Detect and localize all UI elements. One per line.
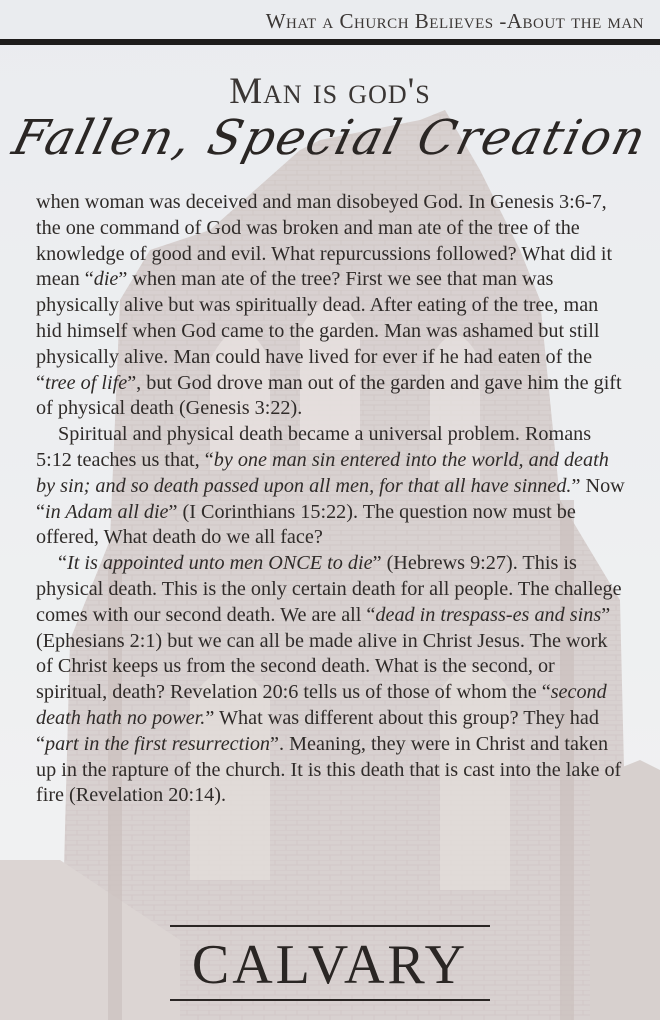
article-paragraph: Spiritual and physical death became a universal problem. Romans 5:12 teaches us that, “by one man sin entered into the world, and death by sin; and so death passed upon all men, for that all have sinned.” Now “in Adam all die” (I Corinthians 15:22). The question now must be offered, What death do we all face? [36,423,625,549]
page-title: Man is god's [229,71,431,112]
calvary-logo [170,925,490,1003]
logo-bottom-rule [170,999,490,1001]
article-paragraph: when woman was deceived and man disobeyed God. In Genesis 3:6-7, the one command of God was broken and man ate of the tree of the knowledge of good and evil. What repurcussions followed? What did it mean “die” when man ate of the tree? First we see that man was physically alive but was spiritually dead. After eating of the tree, man hid himself when God came to the garden. Man was ashamed but still physically alive. Man could have lived for ever if he had eaten of the “tree of life”, but God drove man out of the garden and gave him the gift of physical death (Genesis 3:22). [36,191,622,420]
header-rule [0,39,660,45]
logo-text: CALVARY [191,934,469,996]
logo-top-rule [170,925,490,927]
header-text: What a Church Believes -About the man [265,9,644,33]
article-body [36,190,626,809]
article-paragraph: “It is appointed unto men ONCE to die” (Hebrews 9:27). This is physical death. This is the only certain death for all people. The challege comes with our second death. We are all “dead in trespass-es and sins” (Ephesians 2:1) but we can all be made alive in Christ Jesus. The work of Christ keeps us from the second death. What is the second, or spiritual, death? Revelation 20:6 tells us of those of whom the “second death hath no power.” What was different about this group? They had “part in the first resurrection”. Meaning, they were in Christ and taken up in the rapture of the church. It is this death that is cast into the lake of fire (Revelation 20:14). [36,552,622,807]
page-subtitle: Fallen, Special Creation [7,110,653,166]
